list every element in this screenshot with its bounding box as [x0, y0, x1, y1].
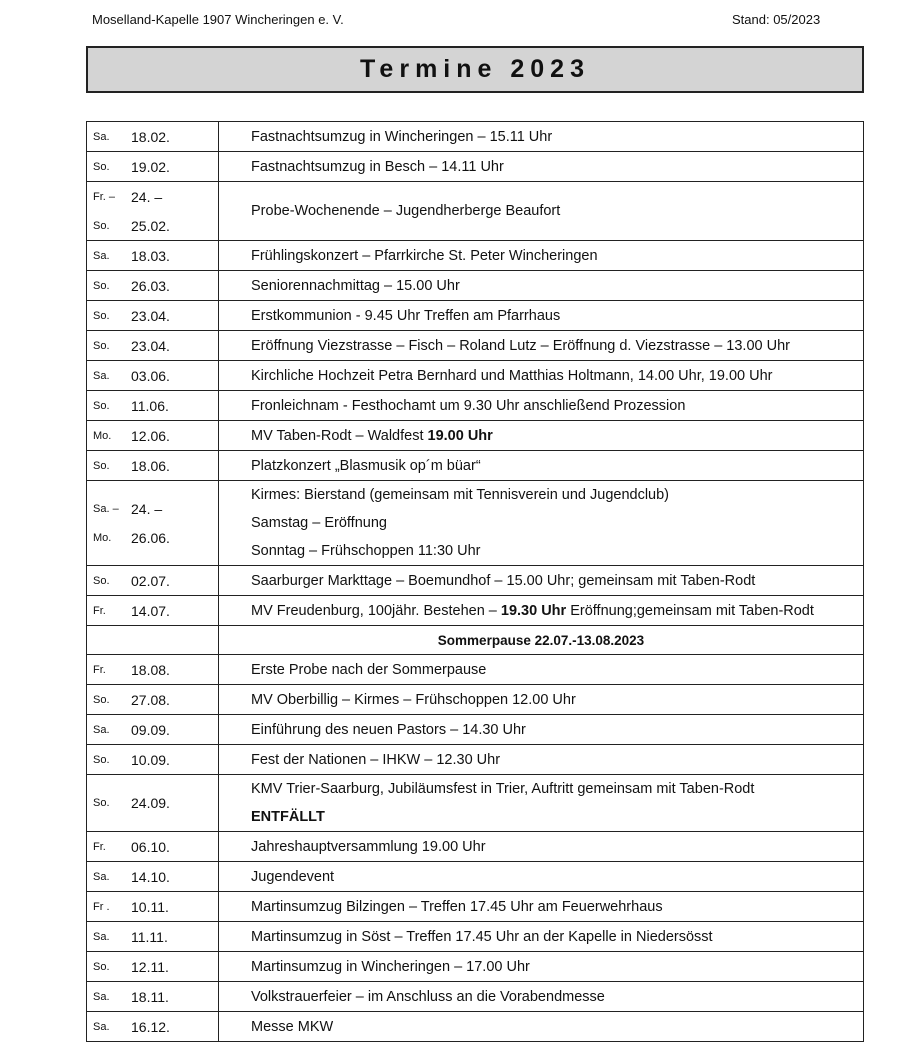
date-cell — [87, 391, 219, 421]
weekday: Fr . — [93, 900, 110, 913]
date-cell — [87, 862, 219, 892]
event-cell — [219, 241, 864, 271]
schedule-table — [86, 121, 864, 1042]
date-cell — [87, 952, 219, 982]
weekday: So. — [93, 399, 110, 412]
date: 11.11. — [131, 928, 168, 945]
document-header-stand: Stand: 05/2023 — [732, 12, 821, 27]
date-cell — [87, 152, 219, 182]
cancelled-text: ENTFÄLLT — [251, 809, 325, 825]
weekday: Sa. — [93, 723, 110, 736]
summer-break-label: Sommerpause 22.07.-13.08.2023 — [437, 632, 645, 648]
table-row — [87, 892, 864, 922]
event-text: Martinsumzug in Wincheringen – 17.00 Uhr — [251, 958, 530, 975]
weekday: Sa. — [93, 249, 110, 262]
date-cell — [87, 361, 219, 391]
date-cell — [87, 745, 219, 775]
date: 12.11. — [131, 958, 169, 975]
date: 11.06. — [131, 397, 169, 414]
table-row — [87, 122, 864, 152]
event-text-part: MV Taben-Rodt – Waldfest — [251, 427, 428, 444]
weekday: So. — [93, 753, 110, 766]
weekday: So. — [93, 459, 110, 472]
event-text: Jugendevent — [251, 868, 335, 885]
event-cell — [219, 361, 864, 391]
event-cell — [219, 892, 864, 922]
event-text: Fastnachtsumzug in Wincheringen – 15.11 Uhr — [251, 128, 553, 145]
event-text — [219, 597, 863, 625]
event-cell — [219, 655, 864, 685]
date-cell — [87, 655, 219, 685]
weekday: So. — [93, 339, 110, 352]
weekday: Mo. — [93, 531, 112, 544]
table-row — [87, 301, 864, 331]
table-row — [87, 982, 864, 1012]
event-text: Probe-Wochenende – Jugendherberge Beaufort — [251, 203, 561, 219]
event-cell — [219, 566, 864, 596]
event-cell — [219, 122, 864, 152]
event-text: Erste Probe nach der Sommerpause — [251, 661, 487, 678]
table-row — [87, 596, 864, 626]
event-text: KMV Trier-Saarburg, Jubiläumsfest in Trier, Auftritt gemeinsam mit Taben-Rodt — [251, 781, 755, 797]
table-row — [87, 421, 864, 451]
event-cell — [219, 331, 864, 361]
event-text: Einführung des neuen Pastors – 14.30 Uhr — [251, 721, 526, 738]
date: 10.09. — [131, 751, 170, 768]
weekday: So. — [93, 574, 110, 587]
date: 06.10. — [131, 838, 170, 855]
weekday: Sa. — [93, 369, 110, 382]
date: 26.03. — [131, 277, 170, 294]
document-header-org: Moselland-Kapelle 1907 Wincheringen e. V. — [92, 12, 344, 27]
table-row — [87, 775, 864, 832]
weekday: So. — [93, 219, 110, 232]
weekday: Fr. — [93, 604, 106, 617]
event-cell — [219, 832, 864, 862]
date: 03.06. — [131, 367, 170, 384]
table-row — [87, 655, 864, 685]
table-row — [87, 832, 864, 862]
weekday: So. — [93, 160, 110, 173]
weekday: So. — [93, 693, 110, 706]
event-text: MV Oberbillig – Kirmes – Frühschoppen 12.00 Uhr — [251, 691, 576, 708]
date: 14.10. — [131, 868, 170, 885]
date-cell — [87, 451, 219, 481]
page-title: Termine 2023 — [360, 55, 590, 83]
title-banner — [86, 46, 864, 93]
weekday: Fr. – — [93, 190, 116, 203]
date: 18.03. — [131, 247, 170, 264]
date: 23.04. — [131, 307, 170, 324]
date-cell — [87, 122, 219, 152]
event-cell — [219, 982, 864, 1012]
date: 24. – — [131, 500, 163, 517]
date: 19.02. — [131, 158, 170, 175]
date: 18.02. — [131, 128, 170, 145]
weekday: So. — [93, 960, 110, 973]
date: 18.06. — [131, 457, 170, 474]
weekday: Fr. — [93, 663, 106, 676]
event-text: Kirchliche Hochzeit Petra Bernhard und Matthias Holtmann, 14.00 Uhr, 19.00 Uhr — [251, 367, 773, 384]
date: 14.07. — [131, 602, 170, 619]
event-cell — [219, 626, 864, 655]
date-cell — [87, 715, 219, 745]
table-row — [87, 391, 864, 421]
event-text: Fronleichnam - Festhochamt um 9.30 Uhr anschließend Prozession — [251, 397, 686, 414]
table-row — [87, 271, 864, 301]
table-row — [87, 685, 864, 715]
event-text — [219, 422, 863, 450]
event-cell — [219, 481, 864, 566]
event-cell — [219, 922, 864, 952]
date: 27.08. — [131, 691, 170, 708]
event-text: Fest der Nationen – IHKW – 12.30 Uhr — [251, 751, 501, 768]
date-cell — [87, 982, 219, 1012]
date-cell — [87, 922, 219, 952]
weekday: Sa. — [93, 990, 110, 1003]
weekday: So. — [93, 279, 110, 292]
event-cell — [219, 775, 864, 832]
table-row — [87, 922, 864, 952]
event-cell — [219, 952, 864, 982]
date-cell — [87, 271, 219, 301]
date: 18.11. — [131, 988, 169, 1005]
event-text: Platzkonzert „Blasmusik op´m büar“ — [251, 457, 481, 474]
date-cell — [87, 892, 219, 922]
event-text: Seniorennachmittag – 15.00 Uhr — [251, 277, 460, 294]
date: 23.04. — [131, 337, 170, 354]
event-cell — [219, 1012, 864, 1042]
date: 24.09. — [131, 795, 170, 811]
event-text-part: MV Freudenburg, 100jähr. Bestehen – — [251, 602, 501, 619]
date-cell — [87, 566, 219, 596]
table-row — [87, 331, 864, 361]
date: 02.07. — [131, 572, 170, 589]
date-cell — [87, 301, 219, 331]
date-cell — [87, 331, 219, 361]
weekday: Sa. — [93, 930, 110, 943]
event-cell — [219, 152, 864, 182]
event-text: Frühlingskonzert – Pfarrkirche St. Peter Wincheringen — [251, 247, 598, 264]
weekday: Sa. — [93, 130, 110, 143]
event-cell — [219, 685, 864, 715]
event-cell — [219, 271, 864, 301]
event-text: Eröffnung Viezstrasse – Fisch – Roland Lutz – Eröffnung d. Viezstrasse – 13.00 Uhr — [251, 337, 790, 354]
date-cell — [87, 241, 219, 271]
event-text-line3: Sonntag – Frühschoppen 11:30 Uhr — [251, 543, 481, 559]
weekday: Sa. — [93, 1020, 110, 1033]
event-time-bold: 19.00 Uhr — [427, 427, 493, 444]
date: 18.08. — [131, 661, 170, 678]
event-text: Martinsumzug in Söst – Treffen 17.45 Uhr an der Kapelle in Niedersösst — [251, 928, 713, 945]
table-row — [87, 182, 864, 241]
weekday: Sa. – — [93, 502, 119, 515]
event-cell — [219, 596, 864, 626]
event-cell — [219, 391, 864, 421]
date-cell — [87, 832, 219, 862]
table-row — [87, 152, 864, 182]
table-row — [87, 361, 864, 391]
event-text: Kirmes: Bierstand (gemeinsam mit Tennisverein und Jugendclub) — [251, 487, 670, 503]
event-cell — [219, 745, 864, 775]
event-time-bold: 19.30 Uhr — [500, 602, 567, 619]
event-cell — [219, 451, 864, 481]
event-cell — [219, 715, 864, 745]
event-cell — [219, 862, 864, 892]
table-row — [87, 1012, 864, 1042]
table-row — [87, 241, 864, 271]
event-text-line2: Samstag – Eröffnung — [251, 515, 387, 531]
date-cell — [87, 775, 219, 832]
date: 26.06. — [131, 529, 170, 546]
date-cell — [87, 182, 219, 241]
date: 16.12. — [131, 1018, 170, 1035]
event-text: Erstkommunion - 9.45 Uhr Treffen am Pfarrhaus — [251, 307, 561, 324]
event-text: Jahreshauptversammlung 19.00 Uhr — [251, 838, 486, 855]
event-cell — [219, 182, 864, 241]
table-row — [87, 715, 864, 745]
table-row-pause — [87, 626, 864, 655]
table-row — [87, 862, 864, 892]
event-cell — [219, 301, 864, 331]
event-cancelled-label — [219, 803, 863, 831]
date-cell — [87, 481, 219, 566]
date: 12.06. — [131, 427, 170, 444]
event-text: Fastnachtsumzug in Besch – 14.11 Uhr — [251, 158, 504, 175]
table-row — [87, 566, 864, 596]
event-text: Saarburger Markttage – Boemundhof – 15.00 Uhr; gemeinsam mit Taben-Rodt — [251, 572, 756, 589]
event-cell — [219, 421, 864, 451]
event-text: Martinsumzug Bilzingen – Treffen 17.45 Uhr am Feuerwehrhaus — [251, 898, 663, 915]
date-cell — [87, 596, 219, 626]
weekday: Fr. — [93, 840, 106, 853]
date: 09.09. — [131, 721, 170, 738]
weekday: So. — [93, 309, 110, 322]
weekday: Sa. — [93, 870, 110, 883]
event-text: Volkstrauerfeier – im Anschluss an die Vorabendmesse — [251, 988, 605, 1005]
date: 10.11. — [131, 898, 169, 915]
weekday: So. — [93, 797, 110, 809]
date: 25.02. — [131, 217, 170, 234]
event-text: Messe MKW — [251, 1018, 334, 1035]
table-row — [87, 745, 864, 775]
date-cell — [87, 421, 219, 451]
date-cell — [87, 685, 219, 715]
date-cell-empty — [87, 626, 219, 655]
date: 24. – — [131, 188, 163, 205]
table-row — [87, 952, 864, 982]
table-row — [87, 451, 864, 481]
event-text-tail: Eröffnung;gemeinsam mit Taben-Rodt — [566, 602, 814, 619]
table-row — [87, 481, 864, 566]
date-cell — [87, 1012, 219, 1042]
weekday: Mo. — [93, 429, 112, 442]
